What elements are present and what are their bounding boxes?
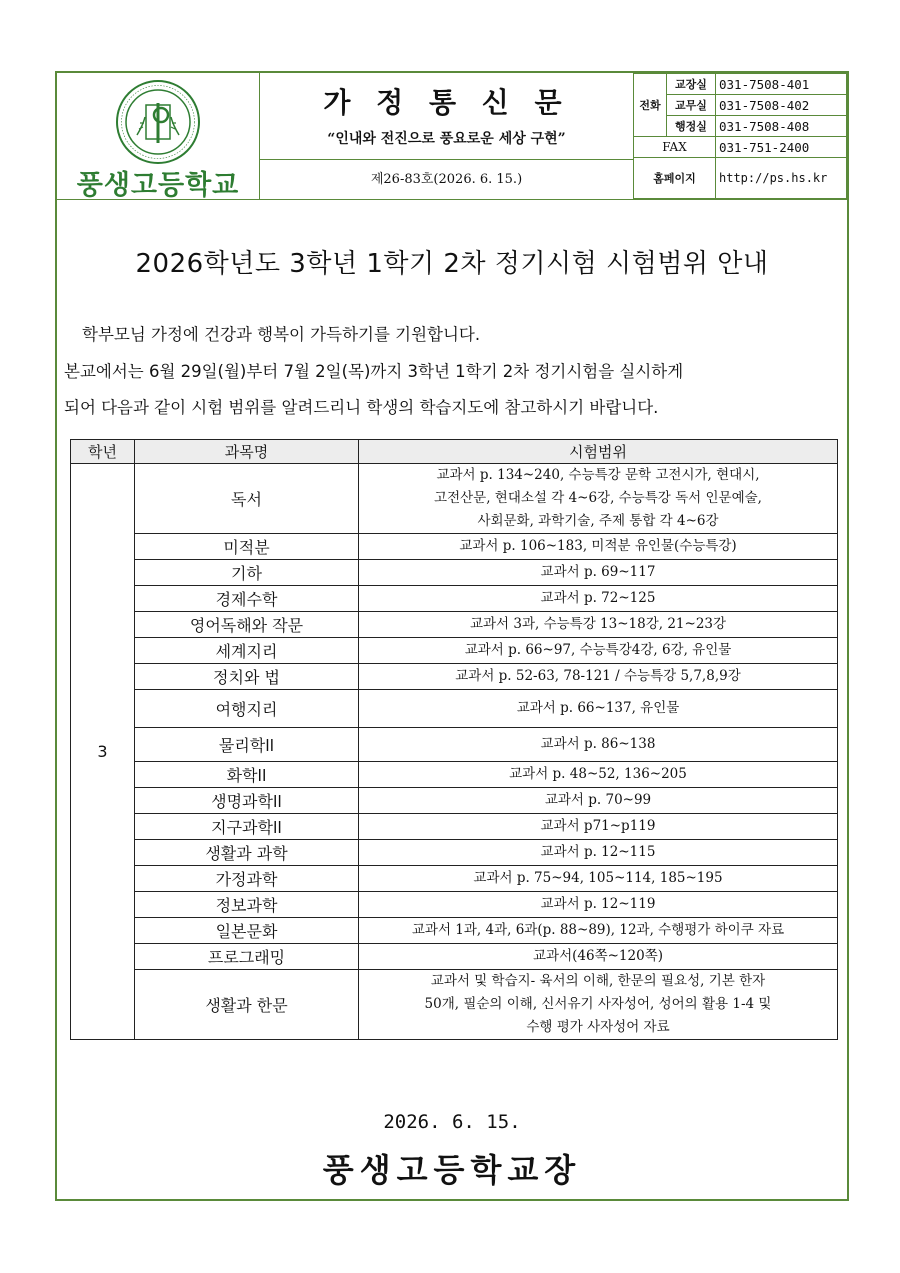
scope-line: 고전산문, 현대소설 각 4~6강, 수능특강 독서 인문예술, xyxy=(434,490,762,506)
contact-info xyxy=(633,73,847,199)
scope-cell xyxy=(359,464,838,534)
homepage-link[interactable]: http://ps.hs.kr xyxy=(716,158,847,199)
table-row xyxy=(71,944,838,970)
scope-line: 교과서 1과, 4과, 6과(p. 88~89), 12과, 수행평가 하이쿠 자료 xyxy=(411,922,785,938)
scope-line: 교과서 p. 86~138 xyxy=(540,736,656,752)
greeting-text: 학부모님 가정에 건강과 행복이 가득하기를 기원합니다. xyxy=(82,325,481,344)
table-row xyxy=(71,690,838,728)
scope-cell xyxy=(359,690,838,728)
fax-label: FAX xyxy=(634,137,716,158)
scope-cell xyxy=(359,970,838,1040)
scope-cell xyxy=(359,788,838,814)
logo-cell xyxy=(57,73,260,199)
scope-cell xyxy=(359,918,838,944)
header-scope: 시험범위 xyxy=(359,440,838,464)
scope-line: 교과서 p. 48~52, 136~205 xyxy=(509,766,687,782)
phone-label: 전화 xyxy=(634,74,667,137)
subject-cell: 생명과학ll xyxy=(135,788,359,814)
subject-cell: 화학ll xyxy=(135,762,359,788)
scope-line: 교과서 p. 52-63, 78-121 / 수능특강 5,7,8,9강 xyxy=(455,668,741,684)
table-row xyxy=(71,840,838,866)
grade-cell: 3 xyxy=(71,464,135,1040)
intro-line-1: 본교에서는 6월 29일(월)부터 7월 2일(목)까지 3학년 1학기 2차 정기시험을 실시하게 xyxy=(64,362,684,381)
contact-label: 교무실 xyxy=(667,95,716,116)
school-name: 풍생고등학교 xyxy=(76,170,240,201)
table-row xyxy=(71,612,838,638)
contact-label: 행정실 xyxy=(667,116,716,137)
table-row xyxy=(71,762,838,788)
table-row xyxy=(71,814,838,840)
scope-cell xyxy=(359,534,838,560)
newsletter-header xyxy=(57,73,847,200)
subject-cell: 정치와 법 xyxy=(135,664,359,690)
contact-value: 031-7508-408 xyxy=(716,116,847,137)
table-row xyxy=(71,970,838,1040)
scope-cell xyxy=(359,944,838,970)
table-header-row xyxy=(71,440,838,464)
contact-value: 031-7508-402 xyxy=(716,95,847,116)
title-cell xyxy=(260,73,634,199)
table-row xyxy=(71,586,838,612)
contact-value: 031-7508-401 xyxy=(716,74,847,95)
scope-line: 교과서 p71~p119 xyxy=(540,818,656,834)
subject-cell: 정보과학 xyxy=(135,892,359,918)
scope-cell xyxy=(359,638,838,664)
intro-line-2: 되어 다음과 같이 시험 범위를 알려드리니 학생의 학습지도에 참고하시기 바랍니다. xyxy=(64,398,659,417)
subject-cell: 지구과학ll xyxy=(135,814,359,840)
school-motto: “인내와 전진으로 풍요로운 세상 구현” xyxy=(327,131,566,147)
scope-line: 교과서 p. 69~117 xyxy=(540,564,656,580)
scope-line: 교과서 p. 12~119 xyxy=(540,896,656,912)
table-row xyxy=(71,534,838,560)
principal-signature: 풍생고등학교장 xyxy=(322,1151,582,1189)
scope-cell xyxy=(359,762,838,788)
scope-line: 교과서 및 학습지- 육서의 이해, 한문의 필요성, 기본 한자 xyxy=(430,973,766,989)
scope-line: 교과서 p. 12~115 xyxy=(540,844,656,860)
issue-number: 제26-83호(2026. 6. 15.) xyxy=(260,159,633,200)
subject-cell: 일본문화 xyxy=(135,918,359,944)
header-subject: 과목명 xyxy=(135,440,359,464)
scope-cell xyxy=(359,612,838,638)
scope-cell xyxy=(359,664,838,690)
table-row xyxy=(71,638,838,664)
school-seal-icon xyxy=(115,79,201,165)
scope-cell xyxy=(359,814,838,840)
scope-cell xyxy=(359,840,838,866)
table-row xyxy=(71,464,838,534)
subject-cell: 가정과학 xyxy=(135,866,359,892)
scope-cell xyxy=(359,728,838,762)
subject-cell: 생활과 과학 xyxy=(135,840,359,866)
exam-scope-table xyxy=(70,439,838,1040)
subject-cell: 생활과 한문 xyxy=(135,970,359,1040)
newsletter-title: 가 정 통 신 문 xyxy=(323,86,570,119)
scope-line: 교과서 p. 66~137, 유인물 xyxy=(516,700,680,716)
homepage-label: 홈페이지 xyxy=(634,158,716,199)
scope-line: 교과서 p. 134~240, 수능특강 문학 고전시가, 현대시, xyxy=(436,467,760,483)
scope-line: 교과서 p. 66~97, 수능특강4강, 6강, 유인물 xyxy=(464,642,732,658)
newsletter-frame xyxy=(55,71,849,1201)
subject-cell: 프로그래밍 xyxy=(135,944,359,970)
subject-cell: 경제수학 xyxy=(135,586,359,612)
subject-cell: 여행지리 xyxy=(135,690,359,728)
table-row xyxy=(71,892,838,918)
table-row xyxy=(71,560,838,586)
subject-cell: 독서 xyxy=(135,464,359,534)
scope-line: 사회문화, 과학기술, 주제 통합 각 4~6강 xyxy=(477,513,719,529)
subject-cell: 기하 xyxy=(135,560,359,586)
scope-line: 수행 평가 사자성어 자료 xyxy=(526,1019,670,1035)
table-row xyxy=(71,918,838,944)
scope-cell xyxy=(359,586,838,612)
subject-cell: 미적분 xyxy=(135,534,359,560)
scope-line: 교과서 p. 75~94, 105~114, 185~195 xyxy=(473,870,723,886)
subject-cell: 물리학ll xyxy=(135,728,359,762)
scope-line: 50개, 필순의 이해, 신서유기 사자성어, 성어의 활용 1-4 및 xyxy=(424,996,772,1012)
fax-value: 031-751-2400 xyxy=(716,137,847,158)
scope-cell xyxy=(359,560,838,586)
subject-cell: 세계지리 xyxy=(135,638,359,664)
table-row xyxy=(71,728,838,762)
scope-line: 교과서 p. 106~183, 미적분 유인물(수능특강) xyxy=(459,538,737,554)
page-title: 2026학년도 3학년 1학기 2차 정기시험 시험범위 안내 xyxy=(135,249,769,279)
scope-line: 교과서 p. 72~125 xyxy=(540,590,656,606)
scope-line: 교과서(46쪽~120쪽) xyxy=(533,948,663,964)
table-row xyxy=(71,788,838,814)
scope-cell xyxy=(359,892,838,918)
scope-cell xyxy=(359,866,838,892)
scope-line: 교과서 p. 70~99 xyxy=(544,792,652,808)
table-row xyxy=(71,664,838,690)
scope-line: 교과서 3과, 수능특강 13~18강, 21~23강 xyxy=(469,616,727,632)
header-grade: 학년 xyxy=(71,440,135,464)
contact-label: 교장실 xyxy=(667,74,716,95)
issue-date: 2026. 6. 15. xyxy=(383,1111,521,1133)
table-row xyxy=(71,866,838,892)
subject-cell: 영어독해와 작문 xyxy=(135,612,359,638)
